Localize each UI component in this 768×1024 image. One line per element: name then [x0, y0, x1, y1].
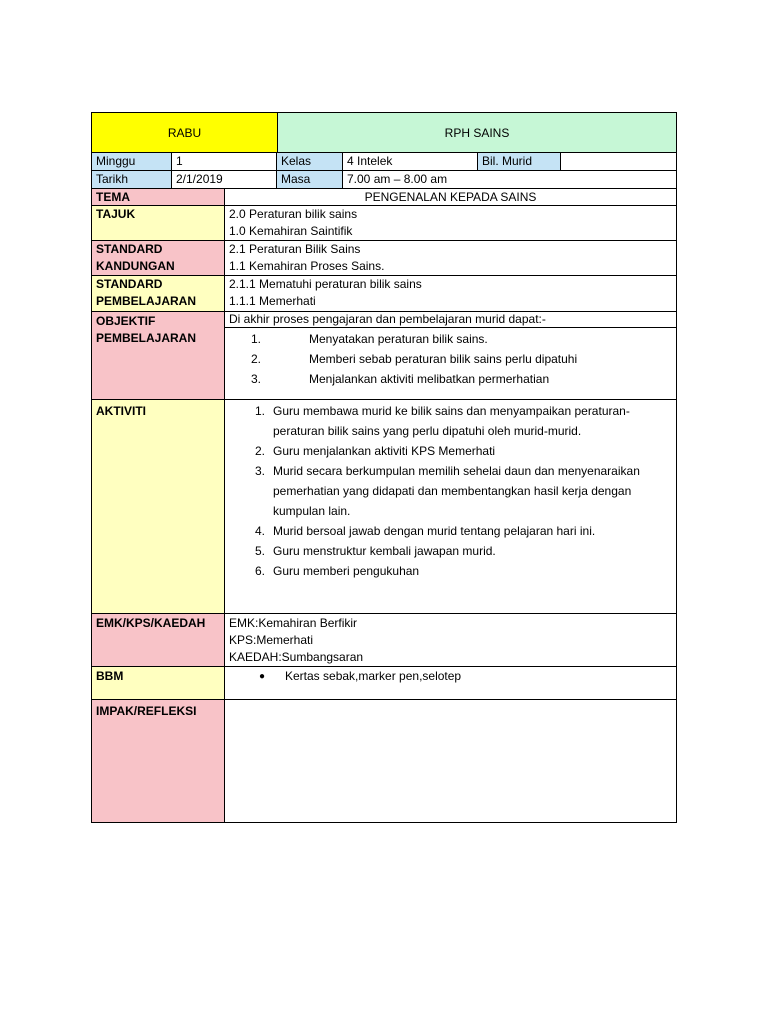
aktiviti-item	[229, 541, 658, 561]
bbm-row	[91, 667, 677, 700]
standard-pembelajaran-label	[92, 276, 225, 311]
label-line: PEMBELAJARAN	[96, 294, 197, 308]
emk-line: KAEDAH:Sumbangsaran	[229, 650, 364, 664]
aktiviti-item	[229, 401, 658, 441]
item-text: Guru menstruktur kembali jawapan murid.	[273, 544, 496, 558]
standard-pembelajaran-row	[91, 276, 677, 312]
objektif-label	[92, 312, 225, 399]
standard-kandungan-value	[225, 241, 676, 275]
label-line: STANDARD	[96, 242, 163, 256]
item-number: 5.	[254, 544, 265, 558]
impak-value	[225, 700, 676, 822]
header-day: RABU	[92, 113, 278, 152]
aktiviti-item	[229, 441, 658, 461]
item-text: Menjalankan aktiviti melibatkan permerhatian	[309, 372, 550, 386]
kandungan-line: 2.1 Peraturan Bilik Sains	[229, 242, 361, 256]
item-number: 4.	[254, 524, 265, 538]
aktiviti-item	[229, 521, 658, 541]
bbm-text: Kertas sebak,marker pen,selotep	[285, 669, 462, 683]
objektif-row	[91, 312, 677, 400]
item-number: 6.	[254, 564, 265, 578]
bil-murid-value	[561, 153, 676, 170]
item-number: 3.	[254, 464, 265, 478]
aktiviti-item	[229, 561, 658, 581]
impak-label: IMPAK/REFLEKSI	[92, 700, 225, 822]
emk-line: KPS:Memerhati	[229, 633, 314, 647]
item-number: 3.	[250, 372, 261, 386]
tajuk-row	[91, 206, 677, 241]
label-line: OBJEKTIF	[96, 314, 156, 328]
bbm-value	[225, 667, 676, 699]
header-title: RPH SAINS	[278, 113, 676, 152]
label-line: STANDARD	[96, 277, 163, 291]
impak-row	[91, 700, 677, 823]
objektif-value	[225, 312, 676, 399]
objektif-item	[225, 329, 676, 349]
emk-label: EMK/KPS/KAEDAH	[92, 614, 225, 666]
objektif-list	[225, 329, 676, 389]
standard-kandungan-label	[92, 241, 225, 275]
tarikh-label: Tarikh	[92, 171, 172, 188]
masa-value: 7.00 am – 8.00 am	[347, 172, 448, 186]
objektif-intro: Di akhir proses pengajaran dan pembelajaran murid dapat:-	[225, 312, 676, 328]
item-text: Murid bersoal jawab dengan murid tentang pelajaran hari ini.	[273, 524, 596, 538]
tema-label: TEMA	[92, 189, 225, 205]
tajuk-line: 2.0 Peraturan bilik sains	[229, 207, 358, 221]
pembelajaran-line: 2.1.1 Mematuhi peraturan bilik sains	[229, 277, 422, 291]
kelas-label: Kelas	[277, 153, 343, 170]
tajuk-label: TAJUK	[92, 206, 225, 240]
item-number: 1.	[254, 404, 265, 418]
standard-kandungan-row	[91, 241, 677, 276]
aktiviti-label: AKTIVITI	[92, 400, 225, 613]
objektif-item	[225, 349, 676, 369]
item-text: Guru membawa murid ke bilik sains dan menyampaikan peraturan-peraturan bilik sains yang perlu dipatuhi oleh murid-murid.	[273, 404, 630, 438]
aktiviti-item	[229, 461, 658, 521]
label-line: KANDUNGAN	[96, 259, 175, 273]
kelas-value: 4 Intelek	[343, 153, 478, 170]
emk-line: EMK:Kemahiran Berfikir	[229, 616, 358, 630]
tema-row	[91, 189, 677, 206]
aktiviti-value	[225, 400, 676, 613]
bil-murid-label: Bil. Murid	[478, 153, 561, 170]
item-text: Murid secara berkumpulan memilih sehelai daun dan menyenaraikan pemerhatian yang didapati dan membentangkan hasil kerja dengan kumpulan lain.	[273, 464, 640, 518]
aktiviti-list	[229, 401, 658, 581]
tajuk-value	[225, 206, 676, 240]
tajuk-line: 1.0 Kemahiran Saintifik	[229, 224, 353, 238]
minggu-label: Minggu	[92, 153, 172, 170]
info-row-tarikh	[91, 171, 677, 189]
emk-value	[225, 614, 676, 666]
pembelajaran-line: 1.1.1 Memerhati	[229, 294, 316, 308]
item-text: Guru menjalankan aktiviti KPS Memerhati	[273, 444, 496, 458]
item-text: Menyatakan peraturan bilik sains.	[309, 332, 488, 346]
item-text: Guru memberi pengukuhan	[273, 564, 420, 578]
tarikh-value: 2/1/2019	[172, 171, 277, 188]
standard-pembelajaran-value	[225, 276, 676, 311]
aktiviti-row	[91, 400, 677, 614]
kandungan-line: 1.1 Kemahiran Proses Sains.	[229, 259, 385, 273]
item-number: 2.	[250, 352, 261, 366]
label-line: PEMBELAJARAN	[96, 331, 197, 345]
header-row	[91, 112, 677, 153]
bullet-icon: ●	[258, 671, 265, 682]
item-number: 1.	[250, 332, 261, 346]
item-number: 2.	[254, 444, 265, 458]
tema-value: PENGENALAN KEPADA SAINS	[364, 190, 537, 204]
minggu-value: 1	[172, 153, 277, 170]
emk-row	[91, 614, 677, 667]
objektif-item	[225, 369, 676, 389]
lesson-plan-table	[91, 112, 677, 823]
bbm-label: BBM	[92, 667, 225, 699]
item-text: Memberi sebab peraturan bilik sains perlu dipatuhi	[309, 352, 578, 366]
info-row-minggu	[91, 153, 677, 171]
masa-label: Masa	[277, 171, 343, 188]
